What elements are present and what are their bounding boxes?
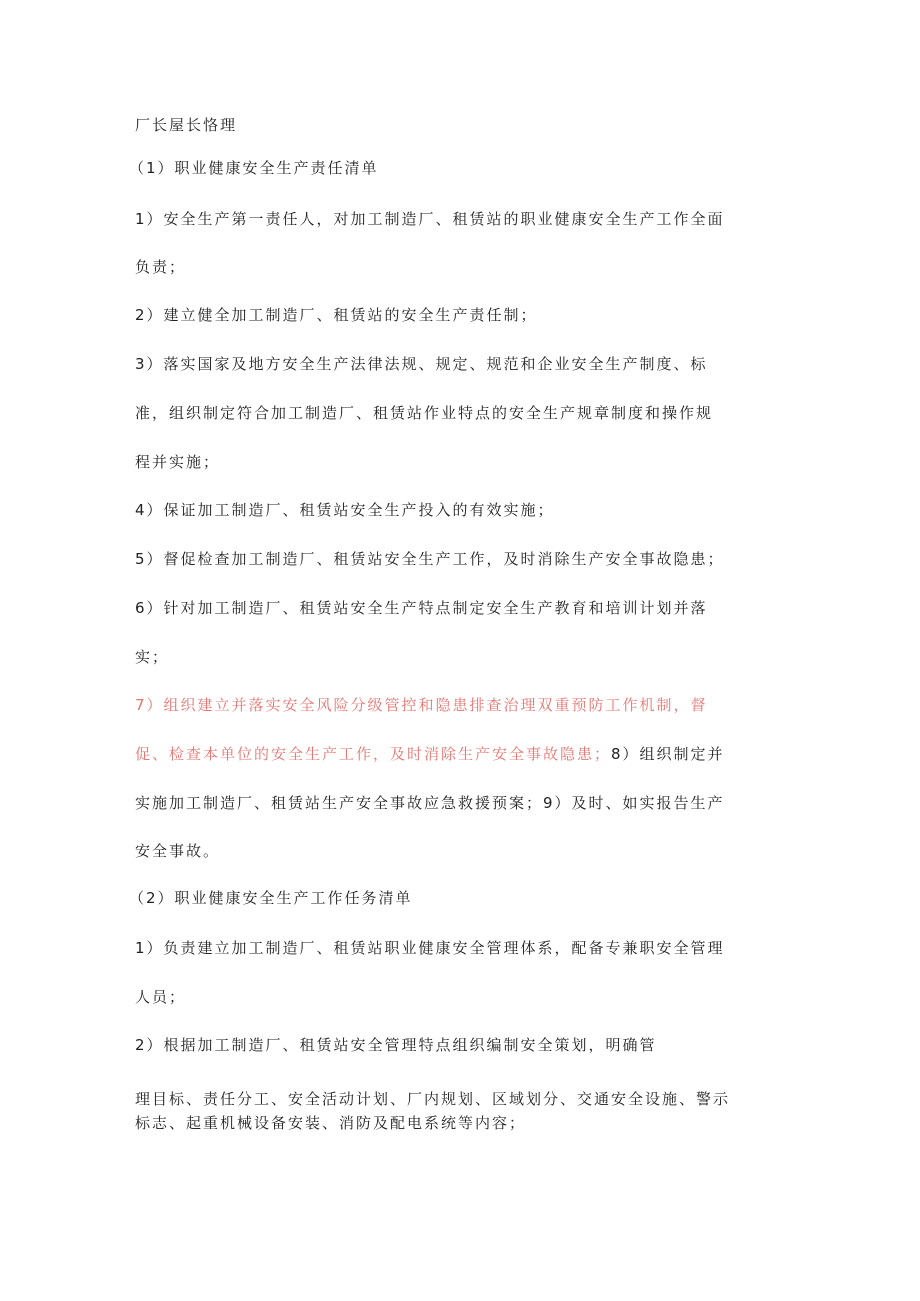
s1-item1-line2: 负责； — [135, 258, 187, 276]
s2-item1-line1: 1）负责建立加工制造厂、租赁站职业健康安全管理体系，配备专兼职安全管理 — [135, 939, 725, 957]
s1-item3-line1: 3）落实国家及地方安全生产法律法规、规定、规范和企业安全生产制度、标 — [135, 355, 708, 373]
s1-item7-line2 — [135, 744, 725, 764]
s1-item1-line1: 1）安全生产第一责任人，对加工制造厂、租赁站的职业健康安全生产工作全面 — [135, 210, 725, 228]
s1-item3-line3: 程并实施； — [135, 453, 221, 471]
s1-item6-line1: 6）针对加工制造厂、租赁站安全生产特点制定安全生产教育和培训计划并落 — [135, 599, 708, 617]
section2-heading: （2）职业健康安全生产工作任务清单 — [129, 889, 413, 907]
s1-item4: 4）保证加工制造厂、租赁站安全生产投入的有效实施； — [135, 501, 555, 519]
s1-item7-highlight: 促、检查本单位的安全生产工作，及时消除生产安全事故隐患； — [135, 745, 612, 763]
s1-item3-line2: 准，组织制定符合加工制造厂、租赁站作业特点的安全生产规章制度和操作规 — [135, 404, 714, 422]
s2-item2-line1: 2）根据加工制造厂、租赁站安全管理特点组织编制安全策划，明确管 — [135, 1036, 657, 1054]
s1-item7-line1: 7）组织建立并落实安全风险分级管控和隐患排查治理双重预防工作机制，督 — [135, 696, 708, 714]
s1-item6-line2: 实； — [135, 648, 170, 666]
s2-item1-line2: 人员； — [135, 988, 187, 1006]
s2-item2-line3: 标志、起重机械设备安装、消防及配电系统等内容； — [135, 1114, 527, 1132]
s1-item9-line3: 安全事故。 — [135, 842, 221, 860]
s1-item8-start: 8）组织制定并 — [611, 745, 725, 763]
s1-item8-line2: 实施加工制造厂、租赁站生产安全事故应急救援预案；9）及时、如实报告生产 — [135, 794, 725, 812]
s1-item5: 5）督促检查加工制造厂、租赁站安全生产工作，及时消除生产安全事故隐患； — [135, 550, 725, 568]
section1-heading: （1）职业健康安全生产责任清单 — [129, 159, 379, 177]
s2-item2-line2: 理目标、责任分工、安全活动计划、厂内规划、区域划分、交通安全设施、警示 — [135, 1090, 731, 1108]
document-title: 厂长屋长恪理 — [135, 116, 238, 134]
s1-item2: 2）建立健全加工制造厂、租赁站的安全生产责任制； — [135, 306, 538, 324]
